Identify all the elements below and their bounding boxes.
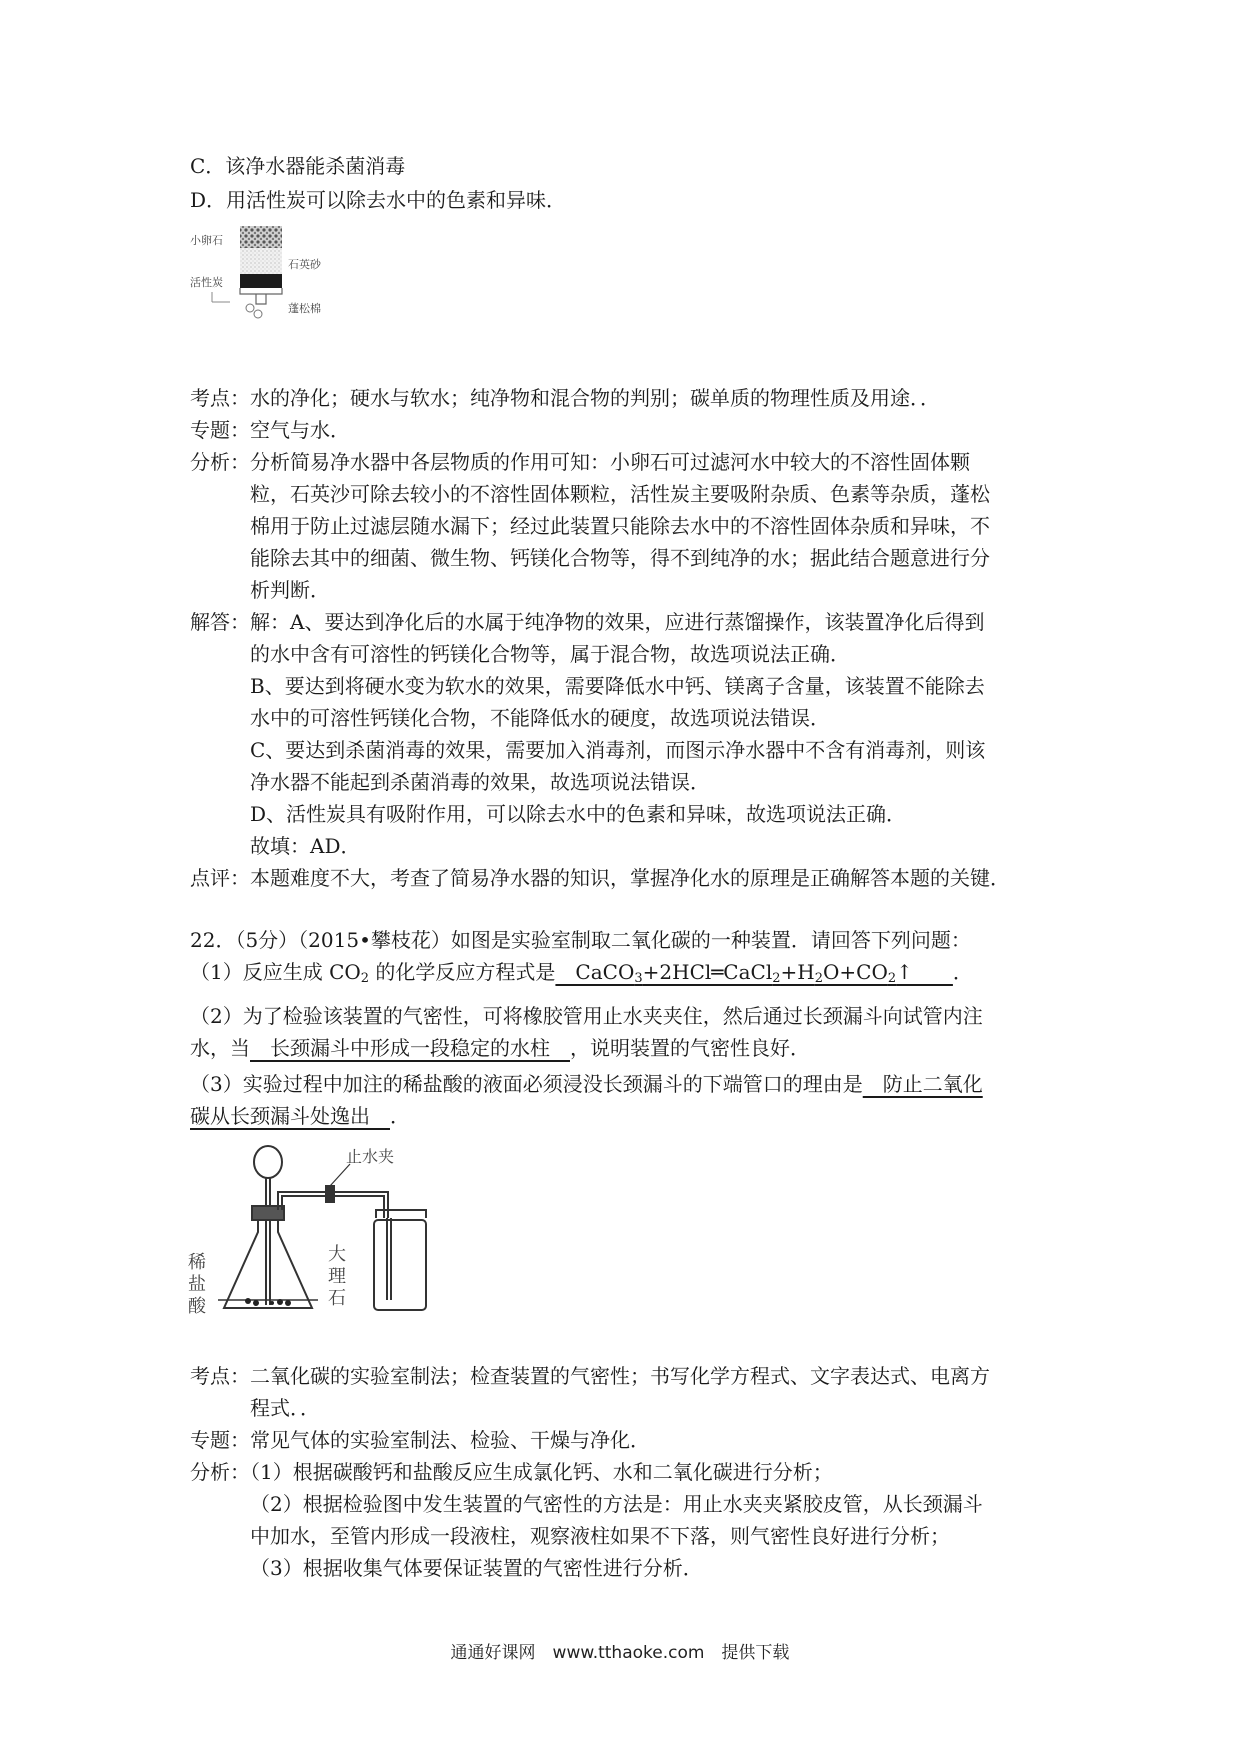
label-carbon: 活性炭 [190, 276, 223, 289]
q22-part3-line2 [190, 1100, 410, 1132]
label-cotton: 蓬松棉 [288, 302, 321, 315]
label-marble-2: 理 [328, 1266, 346, 1287]
q21-fenxi-4: 析判断． [250, 578, 330, 602]
q22-p2-pre: 水，当 [190, 1036, 250, 1060]
q22-part1 [190, 956, 973, 995]
q21-jieda-2: B、要达到将硬水变为软水的效果，需要降低水中钙、镁离子含量，该装置不能除去 [250, 674, 985, 698]
label-marble-3: 石 [328, 1288, 346, 1309]
sand-layer [240, 248, 282, 274]
q22-kaodian-1: 考点：二氧化碳的实验室制法；检查装置的气密性；书写化学方程式、文字表达式、电离方 [190, 1364, 990, 1388]
label-marble-1: 大 [328, 1244, 346, 1265]
funnel-bulb [254, 1146, 282, 1178]
q21-jieda-6: D、活性炭具有吸附作用，可以除去水中的色素和异味，故选项说法正确． [250, 802, 907, 826]
q22-p1-pre: （1）反应生成 CO [190, 960, 361, 984]
clamp [326, 1186, 334, 1202]
q21-jieda-3: 水中的可溶性钙镁化合物，不能降低水的硬度，故选项说法错误． [250, 706, 830, 730]
stopper [252, 1206, 284, 1220]
q22-p2-end: ，说明装置的气密性良好． [570, 1036, 810, 1060]
q22-fenxi-0: 分析：（1）根据碳酸钙和盐酸反应生成氯化钙、水和二氧化碳进行分析； [190, 1460, 833, 1484]
q22-fenxi-2: 中加水，至管内形成一段液柱，观察液柱如果不下落，则气密性良好进行分析； [250, 1524, 950, 1548]
q22-p3-answer-1: 防止二氧化 [862, 1072, 983, 1096]
q21-jieda-7: 故填：AD． [250, 834, 361, 858]
ans-b: +2HCl═CaCl [642, 960, 773, 984]
q22-part3-line1 [190, 1068, 983, 1100]
q22-part2 [190, 1032, 810, 1064]
label-acid-1: 稀 [188, 1252, 206, 1273]
pebble-layer [240, 226, 282, 248]
ans-s4: 2 [887, 971, 897, 986]
ans-d: O+CO [823, 960, 888, 984]
q22-title: 22．（5分）（2015•攀枝花）如图是实验室制取二氧化碳的一种装置．请回答下列问题： [190, 928, 971, 952]
q21-fenxi-0: 分析：分析简易净水器中各层物质的作用可知：小卵石可过滤河水中较大的不溶性固体颗 [190, 450, 970, 474]
q21-zhuanti: 专题：空气与水． [190, 418, 350, 442]
q22-p1-answer [555, 960, 952, 984]
page-footer: 通通好课网 www.tthaoke.com 提供下载 [450, 1643, 790, 1663]
label-acid-3: 酸 [188, 1296, 206, 1317]
label-sand: 石英砂 [288, 258, 321, 271]
label-acid-2: 盐 [188, 1274, 206, 1295]
label-clamp: 止水夹 [346, 1147, 395, 1166]
q21-fenxi-2: 棉用于防止过滤层随水漏下；经过此装置只能除去水中的不溶性固体杂质和异味，不 [250, 514, 990, 538]
q22-p3-answer-2: 碳从长颈漏斗处逸出 [190, 1104, 390, 1128]
conical-flask [224, 1212, 312, 1308]
q22-zhuanti: 专题：常见气体的实验室制法、检验、干燥与净化． [190, 1428, 650, 1452]
option-c: C．该净水器能杀菌消毒 [190, 154, 406, 178]
ans-e: ↑ [896, 960, 953, 984]
carbon-layer [240, 274, 282, 288]
ans-s1: 3 [634, 971, 643, 986]
q21-jieda-0: 解答：解：A、要达到净化后的水属于纯净物的效果，应进行蒸馏操作，该装置净化后得到 [190, 610, 985, 634]
q21-jieda-1: 的水中含有可溶性的钙镁化合物等，属于混合物，故选项说法正确． [250, 642, 850, 666]
q21-jieda-4: C、要达到杀菌消毒的效果，需要加入消毒剂，而图示净水器中不含有消毒剂，则该 [250, 738, 986, 762]
q21-fenxi-3: 能除去其中的细菌、微生物、钙镁化合物等，得不到纯净的水；据此结合题意进行分 [250, 546, 990, 570]
water-filter-figure [190, 222, 350, 332]
q22-p2-line1: （2）为了检验该装置的气密性，可将橡胶管用止水夹夹住，然后通过长颈漏斗向试管内注 [190, 1004, 983, 1028]
q22-p3-end: ． [390, 1104, 410, 1128]
q22-p1-sub: 2 [360, 971, 370, 986]
ans-s2: 2 [772, 971, 781, 986]
q21-jieda-5: 净水器不能起到杀菌消毒的效果，故选项说法错误． [250, 770, 710, 794]
q22-p2-answer: 长颈漏斗中形成一段稳定的水柱 [250, 1036, 570, 1060]
q22-p3-pre: （3）实验过程中加注的稀盐酸的液面必须浸没长颈漏斗的下端管口的理由是 [190, 1072, 863, 1096]
q22-p1-mid: 的化学反应方程式是 [369, 960, 556, 984]
q22-kaodian-2: 程式．． [250, 1396, 320, 1420]
q21-kaodian: 考点：水的净化；硬水与软水；纯净物和混合物的判别；碳单质的物理性质及用途．． [190, 386, 940, 410]
label-pebble: 小卵石 [190, 234, 223, 247]
co2-apparatus-figure [188, 1140, 448, 1320]
q22-fenxi-3: （3）根据收集气体要保证装置的气密性进行分析． [250, 1556, 703, 1580]
q22-p1-end: ． [952, 960, 973, 984]
q21-fenxi-1: 粒，石英沙可除去较小的不溶性固体颗粒，活性炭主要吸附杂质、色素等杂质，蓬松 [250, 482, 990, 506]
ans-c: +H [780, 960, 815, 984]
q21-dianping: 点评：本题难度不大，考查了简易净水器的知识，掌握净化水的原理是正确解答本题的关键． [190, 866, 1010, 890]
ans-s3: 2 [814, 971, 823, 986]
q22-fenxi-1: （2）根据检验图中发生装置的气密性的方法是：用止水夹夹紧胶皮管，从长颈漏斗 [250, 1492, 983, 1516]
ans-a: CaCO [555, 960, 635, 984]
option-d: D．用活性炭可以除去水中的色素和异味． [190, 188, 567, 212]
